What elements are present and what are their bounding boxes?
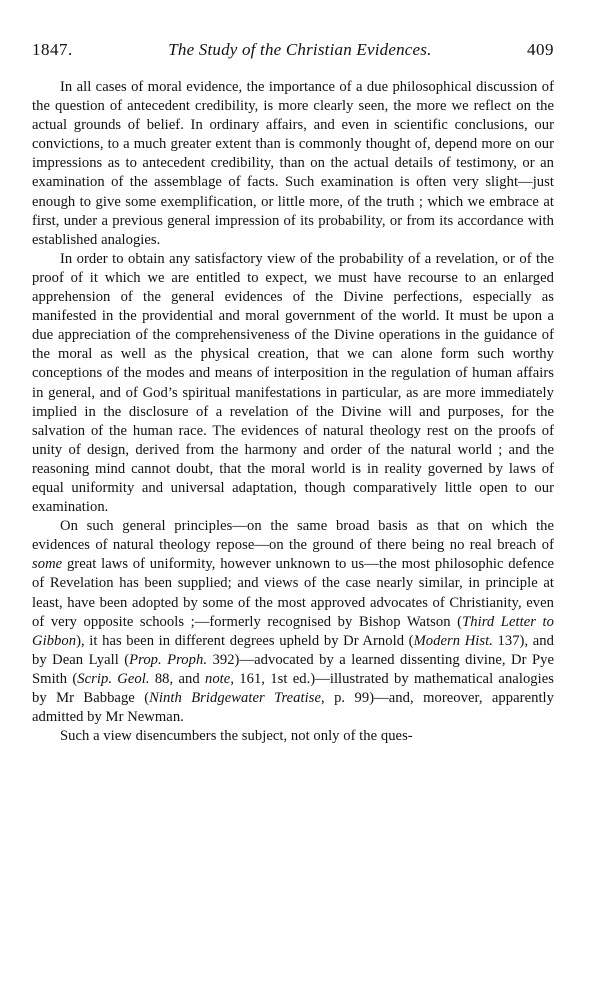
- page-number: 409: [527, 40, 554, 59]
- italic-text: Modern Hist.: [413, 632, 493, 649]
- paragraph: [32, 250, 554, 517]
- text-run: , p. 99)—and, moreover, apparently admitted by Mr Newman.: [32, 690, 554, 726]
- italic-text: Prop. Proph.: [129, 651, 208, 668]
- text-run: great laws of uniformity, however unknown to us—the most philosophic defence of Revelation has been supplied; and views of the case nearly similar, in principle at least, have been adopted by some of the most approved advocates of Christianity, even of very opposite schools ;—formerly recognised by Bishop Watson (: [32, 556, 554, 630]
- italic-text: Third Letter to Gibbon: [32, 613, 554, 649]
- paragraph: [32, 78, 554, 250]
- text-run: On such general principles—on the same broad basis as that on which the evidences of natural theology repose—on the ground of there being no real breach of: [32, 518, 554, 554]
- running-header: [32, 40, 554, 64]
- italic-text: note: [204, 670, 231, 687]
- header-title: The Study of the Christian Evidences.: [168, 40, 432, 59]
- header-year: 1847.: [32, 40, 73, 59]
- text-run: 137), and by Dean Lyall (: [32, 632, 554, 668]
- text-run: ), it has been in different degrees upheld by Dr Arnold (: [76, 632, 414, 649]
- italic-text: Ninth Bridgewater Treatise: [149, 690, 321, 706]
- paragraph: [32, 727, 554, 746]
- paragraph: [32, 517, 554, 727]
- text-run: In order to obtain any satisfactory view of the probability of a revelation, or of the proof of it which we are entitled to expect, we must have recourse to an enlarged apprehension of the general evidences of the Divine perfections, especially as manifested in the providential and moral government of the world. It must be upon a due appreciation of the comprehensiveness of the Divine operations in the guidance of the moral as well as the physical creation, that we can alone form such worthy conceptions of the modes and means of interposition in the regulation of human affairs in general, and of God’s spiritual manifestations in particular, as are more immediately implied in the disclosure of a revelation of the Divine will and purposes, for the salvation of the human race. The evidences of natural theology rest on the proofs of unity of design, derived from the harmony and order of the natural world ; and the reasoning mind cannot doubt, that the moral world is in reality governed by laws of equal uniformity and universal adaptation, though comparatively little open to our examination.: [32, 250, 554, 516]
- text-run: 392)—advocated by a learned dissenting divine, Dr Pye Smith (: [32, 651, 555, 687]
- text-run: 88, and: [149, 670, 205, 687]
- italic-text: some: [32, 556, 63, 573]
- text-run: , 161, 1st ed.)—illustrated by mathematical analogies by Mr Babbage (: [32, 670, 554, 706]
- body-text: [32, 78, 554, 746]
- text-run: In all cases of moral evidence, the importance of a due philosophical discussion of the question of antecedent credibility, is more clearly seen, the more we reflect on the actual grounds of belief. In ordinary affairs, and even in scientific conclusions, our convictions, to a much greater extent than is commonly thought of, depend more on our impressions as to antecedent credibility, than on the actual details of testimony, or an examination of the assemblage of facts. Such examination is often very slight—just enough to give some exemplification, or little more, of the truth ; which we embrace at first, under a previous general impression of its probability, or from its accordance with established analogies.: [32, 79, 554, 248]
- italic-text: Scrip. Geol.: [77, 670, 150, 687]
- book-page: [32, 40, 554, 746]
- text-run: Such a view disencumbers the subject, not only of the ques-: [60, 728, 413, 745]
